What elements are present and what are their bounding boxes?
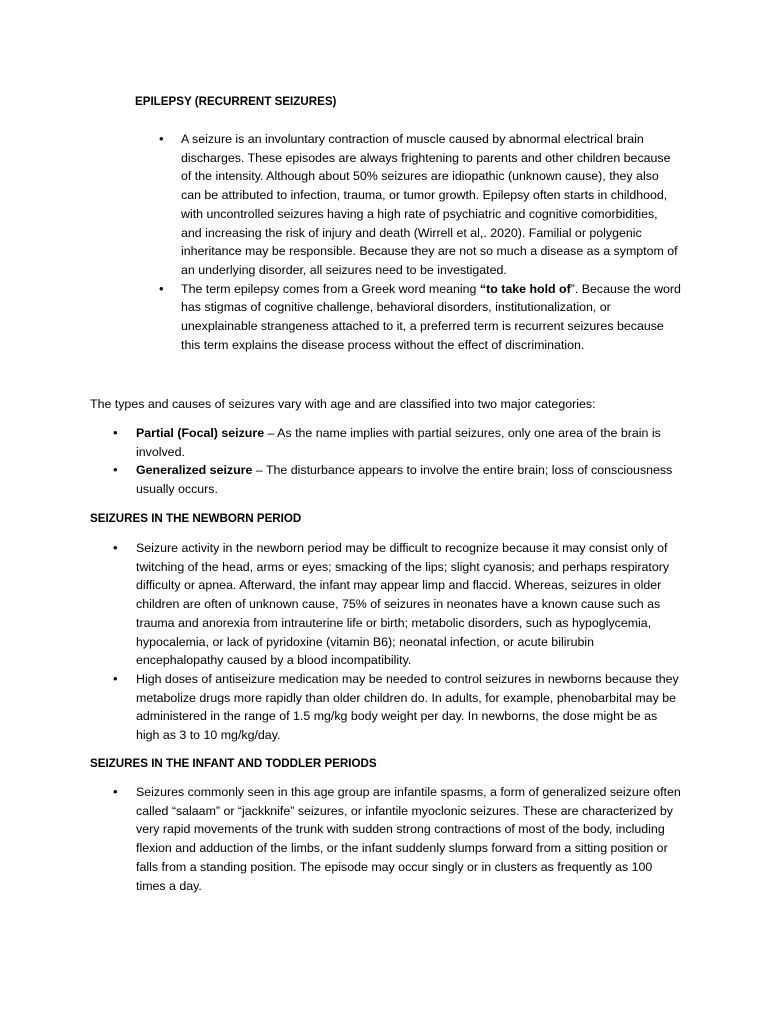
bullet-marker: • [113,462,118,478]
newborn-bullet-list [113,539,681,745]
bullet-marker: • [159,131,164,146]
types-bullet-list [113,424,681,499]
list-item-text-end: ”. Because the word has stigmas of cognitive challenge, behavioral disorders, institutionalization, or unexplainable strangeness attached to it, a preferred term is recurrent seizures because this term explains the disease process without the effect of discrimination. [181,281,681,352]
bullet-marker: • [113,425,118,440]
term-description: – The disturbance appears to involve the entire brain; loss of consciousness usually occurs. [136,463,673,497]
term-description: – As the name implies with partial seizures, only one area of the brain is involved. [136,426,661,459]
bullet-marker: • [113,670,118,686]
list-item-text: Seizure activity in the newborn period may be difficult to recognize because it may consist only of twitching of the head, arms or eyes; smacking of the lips; slight cyanosis; and perhaps respiratory difficulty or apnea. Afterward, the infant may appear limp and flaccid. Whereas, seizures in older children are often of unknown cause, 75% of seizures in neonates have a known cause such as trauma and anorexia from intrauterine life or birth; metabolic disorders, such as hypoglycemia, hypocalemia, or lack of pyridoxine (vitamin B6); neonatal infection, or acute bilirubin encephalopathy caused by a blood incompatibility. [136,541,670,668]
term-label: Generalized seizure [136,463,253,478]
bullet-marker: • [159,280,164,296]
list-item [113,783,681,895]
list-item [113,461,681,498]
list-item [113,539,681,670]
section-heading-infant-toddler: SEIZURES IN THE INFANT AND TODDLER PERIODS [90,757,377,770]
epilepsy-bullet-list [159,130,681,354]
types-intro-paragraph: The types and causes of seizures vary with age and are classified into two major categories: [90,397,596,411]
list-item-text: A seizure is an involuntary contraction of muscle caused by abnormal electrical brain discharges. These episodes are always frightening to parents and other children because of the intensity. Although about 50% seizures are idiopathic (unknown cause), they also can be attributed to infection, trauma, or tumor growth. Epilepsy often starts in childhood, with uncontrolled seizures having a high rate of psychiatric and cognitive comorbidities, and increasing the risk of injury and death (Wirrell et al,. 2020). Familial or polygenic inheritance may be responsible. Because they are not so much a disease as a symptom of an underlying disorder, all seizures need to be investigated. [181,132,678,277]
list-item [159,280,681,355]
infant-bullet-list [113,783,681,895]
section-heading-newborn: SEIZURES IN THE NEWBORN PERIOD [90,512,302,525]
emphasis-text: “to take hold of [479,281,571,296]
term-label: Partial (Focal) seizure [136,426,265,440]
list-item-text: Seizures commonly seen in this age group are infantile spasms, a form of generalized seizure often called “salaam” or “jackknife” seizures, or infantile myoclonic seizures. These are characterized by very rapid movements of the trunk with sudden strong contractions of most of the body, including flexion and adduction of the limbs, or the infant suddenly slumps forward from a sitting position or falls from a standing position. The episode may occur singly or in clusters as frequently as 100 times a day. [136,785,681,893]
bullet-marker: • [113,784,118,799]
list-item-text-start: The term epilepsy comes from a Greek word meaning [181,281,480,296]
list-item [159,130,681,280]
bullet-marker: • [113,540,118,555]
list-item-text: High doses of antiseizure medication may be needed to control seizures in newborns because they metabolize drugs more rapidly than older children do. In adults, for example, phenobarbital may be administered in the range of 1.5 mg/kg body weight per day. In newborns, the dose might be as high as 3 to 10 mg/kg/day. [136,671,679,743]
list-item [113,670,681,745]
list-item [113,424,681,461]
section-heading-epilepsy: EPILEPSY (RECURRENT SEIZURES) [135,95,337,108]
